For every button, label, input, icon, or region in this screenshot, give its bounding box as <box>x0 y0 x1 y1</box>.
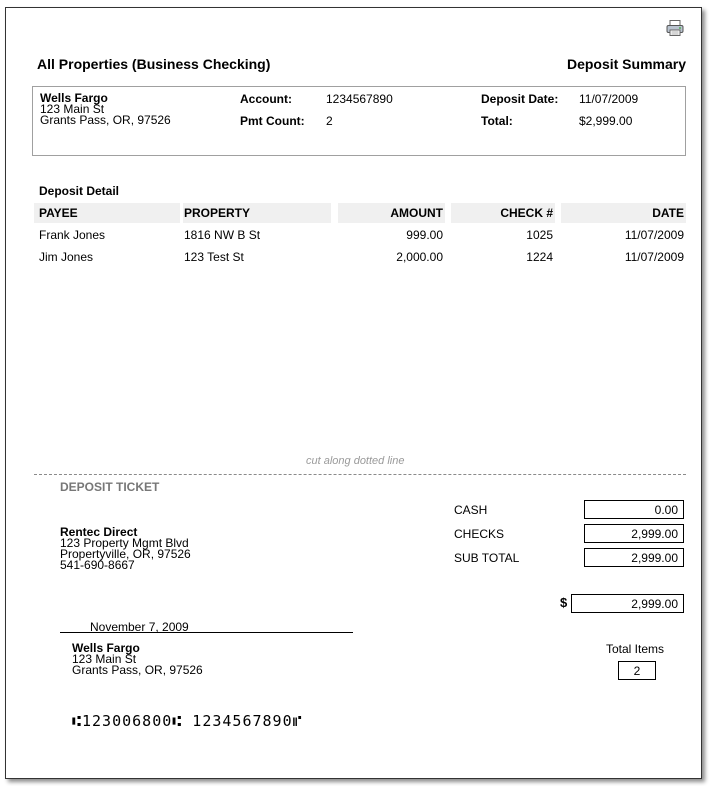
table-row <box>34 247 686 267</box>
deposit-summary-page <box>5 7 702 779</box>
row-payee: Frank Jones <box>39 228 106 242</box>
ticket-date: November 7, 2009 <box>90 620 189 634</box>
deposit-date-value: 11/07/2009 <box>579 92 639 106</box>
table-row <box>34 225 686 245</box>
company-address-line-2: Propertyville, OR, 97526 <box>60 547 191 561</box>
deposit-detail-title: Deposit Detail <box>39 184 120 198</box>
column-header-amount: AMOUNT <box>338 203 445 223</box>
company-name: Rentec Direct <box>60 525 138 539</box>
bank-name: Wells Fargo <box>40 91 108 105</box>
deposit-ticket-label: DEPOSIT TICKET <box>60 480 160 494</box>
subtotal-amount-box: 2,999.00 <box>584 548 684 567</box>
row-property: 1816 NW B St <box>184 228 261 242</box>
bank-address-line-1: 123 Main St <box>40 102 105 116</box>
company-address <box>60 527 191 571</box>
column-header-payee: PAYEE <box>34 203 180 223</box>
page-title: All Properties (Business Checking) <box>37 56 271 72</box>
total-items-label: Total Items <box>606 642 665 656</box>
deposit-date-label: Deposit Date: <box>481 92 559 106</box>
ticket-bank-address-line-1: 123 Main St <box>72 652 137 666</box>
cash-label: CASH <box>454 503 488 517</box>
cut-line <box>34 474 686 475</box>
pmt-count-value: 2 <box>326 114 333 128</box>
company-address-line-1: 123 Property Mgmt Blvd <box>60 536 189 550</box>
row-date: 11/07/2009 <box>624 228 684 242</box>
row-date: 11/07/2009 <box>624 250 684 264</box>
total-label: Total: <box>481 114 513 128</box>
cut-line-text: cut along dotted line <box>306 455 405 467</box>
row-check-number: 1025 <box>526 228 553 242</box>
row-amount: 2,000.00 <box>396 250 443 264</box>
printer-icon[interactable] <box>666 19 684 37</box>
checks-amount-box: 2,999.00 <box>584 524 684 543</box>
table-header <box>34 203 686 223</box>
row-check-number: 1224 <box>526 250 553 264</box>
pmt-count-label: Pmt Count: <box>240 114 305 128</box>
bank-address-ticket <box>72 643 203 676</box>
total-value: $2,999.00 <box>579 114 633 128</box>
account-value: 1234567890 <box>326 92 393 106</box>
dollar-sign: $ <box>560 595 568 610</box>
column-header-date: DATE <box>561 203 686 223</box>
total-amount-box: 2,999.00 <box>571 594 684 613</box>
column-header-check: CHECK # <box>451 203 555 223</box>
column-header-property: PROPERTY <box>183 203 331 223</box>
ticket-bank-address-line-2: Grants Pass, OR, 97526 <box>72 663 203 677</box>
date-line <box>60 632 353 633</box>
micr-line: ⑆123006800⑆ 1234567890⑈ <box>72 712 303 730</box>
cash-amount-box: 0.00 <box>584 500 684 519</box>
ticket-bank-name: Wells Fargo <box>72 641 140 655</box>
row-payee: Jim Jones <box>39 250 94 264</box>
company-phone: 541-690-8667 <box>60 558 135 572</box>
subtotal-label: SUB TOTAL <box>454 551 520 565</box>
row-property: 123 Test St <box>184 250 244 264</box>
account-label: Account: <box>240 92 292 106</box>
total-items-box: 2 <box>618 661 656 680</box>
row-amount: 999.00 <box>406 228 443 242</box>
bank-address-line-2: Grants Pass, OR, 97526 <box>40 113 171 127</box>
report-name: Deposit Summary <box>566 56 686 72</box>
bank-address <box>40 93 171 126</box>
checks-label: CHECKS <box>454 527 505 541</box>
